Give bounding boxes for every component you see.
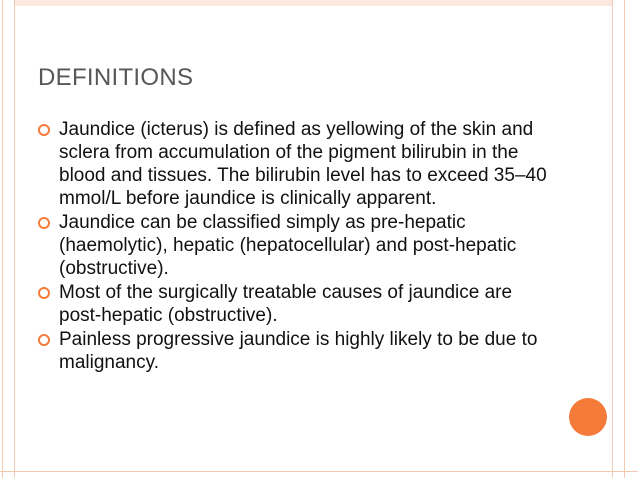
bullet-text: Most of the surgically treatable causes of jaundice are post-hepatic (obstructive).	[59, 282, 513, 326]
frame-left-inner-line	[14, 0, 15, 478]
slide-title: DEFINITIONS	[38, 64, 194, 91]
frame-top-band	[15, 0, 612, 6]
ring-bullet-icon	[38, 287, 50, 299]
bullet-text: Painless progressive jaundice is highly likely to be due to malignancy.	[59, 329, 538, 373]
frame-left-outer-line	[2, 0, 3, 478]
ring-bullet-icon	[38, 124, 50, 136]
bullet-list	[38, 118, 558, 375]
frame-bottom-line	[0, 471, 638, 472]
bullet-text: Jaundice can be classified simply as pre-hepatic (haemolytic), hepatic (hepatocellular) and post-hepatic (obstructive).	[59, 212, 517, 279]
bullet-item	[38, 281, 558, 327]
bullet-text: Jaundice (icterus) is defined as yellowing of the skin and sclera from accumulation of the pigment bilirubin in the blood and tissues. The bilirubin level has to exceed 35–40 mmol/L before jaundice is clinically apparent.	[59, 119, 547, 209]
bullet-item	[38, 211, 558, 280]
decorative-orange-circle-icon	[569, 398, 607, 436]
frame-right-inner-line	[624, 0, 625, 478]
bullet-item	[38, 328, 558, 374]
frame-right-outer-line	[612, 0, 613, 478]
ring-bullet-icon	[38, 217, 50, 229]
ring-bullet-icon	[38, 334, 50, 346]
bullet-item	[38, 118, 558, 210]
